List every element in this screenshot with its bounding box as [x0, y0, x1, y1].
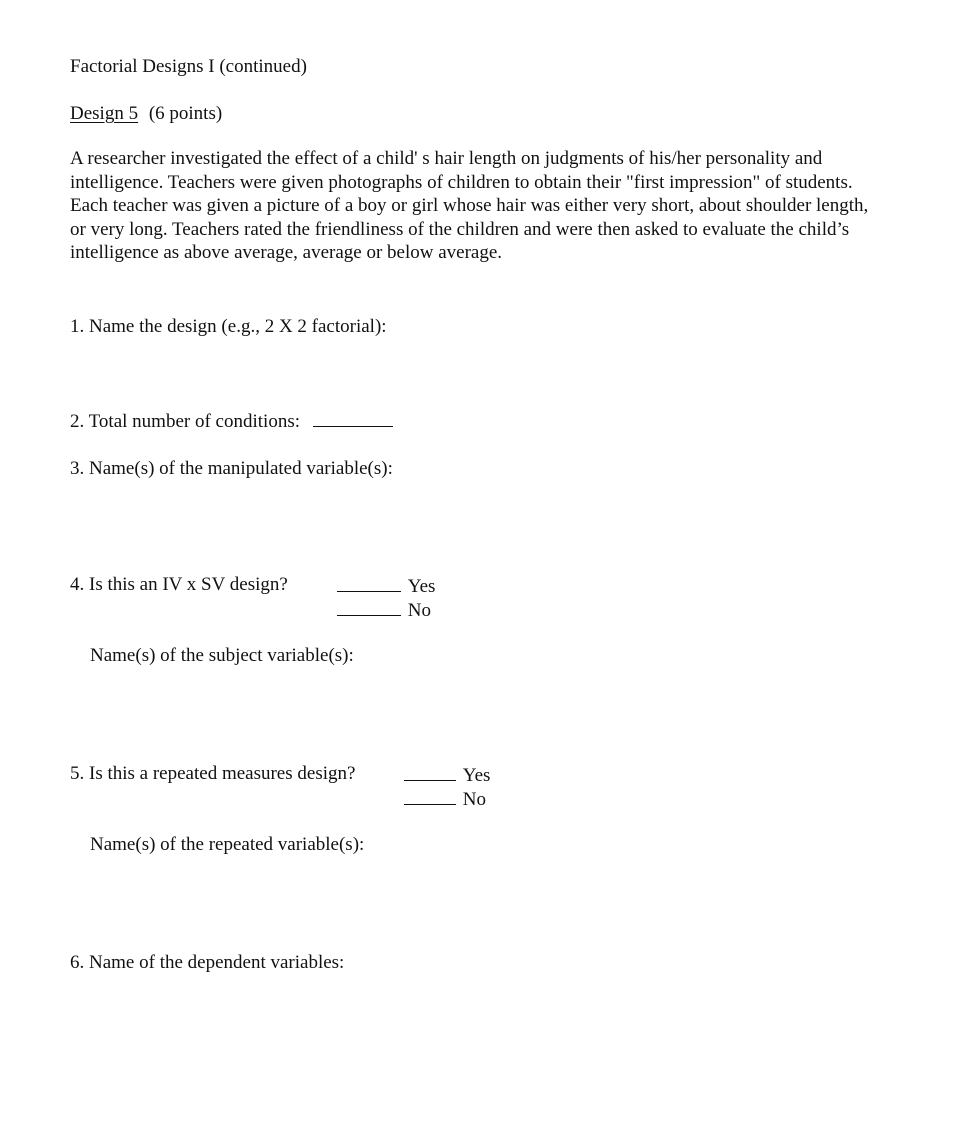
description-line: or very long. Teachers rated the friendliness of the children and were then asked to evaluate the child’s [70, 218, 850, 240]
conditions-answer-blank[interactable] [313, 409, 393, 427]
question-5: 5. Is this a repeated measures design? [70, 763, 356, 784]
design-heading [70, 103, 222, 125]
description-line: A researcher investigated the effect of a child' s hair length on judgments of his/her personality and [70, 148, 823, 169]
description-line: intelligence. Teachers were given photographs of children to obtain their "first impression" of students. [70, 171, 853, 193]
q4-yes-blank[interactable] [337, 574, 401, 592]
design-points: (6 points) [148, 103, 223, 124]
repeated-variables-prompt: Name(s) of the repeated variable(s): [90, 834, 365, 855]
q5-yes-blank[interactable] [404, 763, 456, 781]
q4-yes-option[interactable] [337, 574, 435, 598]
subject-variables-prompt: Name(s) of the subject variable(s): [90, 645, 354, 666]
question-2-label: 2. Total number of conditions: [70, 411, 300, 432]
question-1: 1. Name the design (e.g., 2 X 2 factorial): [70, 316, 387, 337]
description-paragraph [70, 147, 940, 265]
q4-no-label: No [407, 600, 431, 621]
q4-yes-label: Yes [407, 576, 436, 597]
q5-yes-option[interactable] [404, 763, 490, 787]
question-4: 4. Is this an IV x SV design? [70, 574, 288, 595]
design-label: Design 5 [70, 103, 139, 124]
question-6: 6. Name of the dependent variables: [70, 952, 345, 973]
description-line: Each teacher was given a picture of a boy or girl whose hair was either very short, about shoulder length, [70, 195, 869, 216]
q5-no-option[interactable] [404, 787, 486, 811]
question-2 [70, 409, 393, 433]
q5-no-label: No [462, 789, 486, 810]
q4-no-option[interactable] [337, 598, 431, 622]
description-line: intelligence as above average, average or below average. [70, 242, 503, 263]
q5-no-blank[interactable] [404, 787, 456, 805]
q5-yes-label: Yes [462, 765, 491, 786]
q4-no-blank[interactable] [337, 598, 401, 616]
page-title: Factorial Designs I (continued) [70, 56, 307, 77]
question-3: 3. Name(s) of the manipulated variable(s): [70, 458, 393, 479]
